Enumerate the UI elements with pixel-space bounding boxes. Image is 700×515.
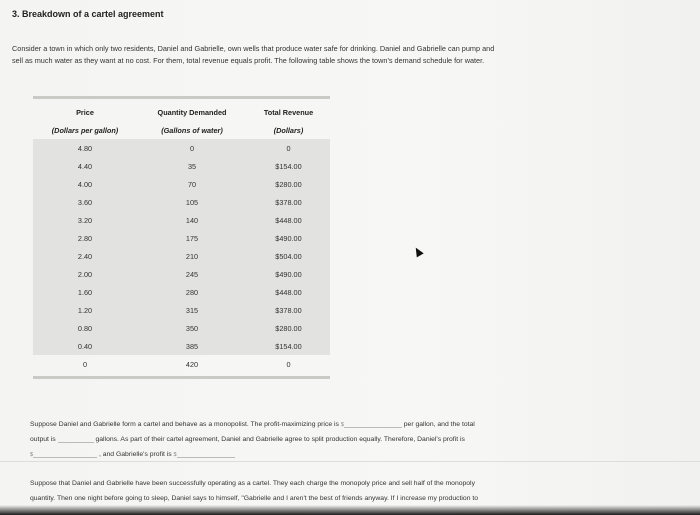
cell-price: 1.20 [33, 301, 137, 319]
cell-price: 1.60 [33, 283, 137, 301]
cell-quantity: 0 [137, 139, 247, 157]
cell-revenue: $154.00 [247, 337, 330, 355]
cell-revenue: $504.00 [247, 247, 330, 265]
cell-price: 0.80 [33, 319, 137, 337]
cell-quantity: 245 [137, 265, 247, 283]
table-row [33, 337, 330, 355]
question2-line2: quantity. Then one night before going to sleep, Daniel says to himself, "Gabrielle and I aren't the best of friends anyway. If I increase my production to [30, 495, 479, 502]
mouse-pointer-icon [412, 246, 423, 258]
header-price: Price [76, 107, 94, 117]
monopoly-price-input[interactable] [344, 418, 402, 428]
gabrielle-profit-input[interactable] [177, 448, 235, 458]
intro-text [12, 43, 662, 67]
dollar-sign: $ [30, 452, 34, 458]
table-row [33, 319, 330, 337]
table-row [33, 283, 330, 301]
header-price-unit: (Dollars per gallon) [51, 125, 119, 135]
table-top-rule [33, 96, 330, 99]
question1-line2 [30, 433, 465, 443]
cell-quantity: 35 [137, 157, 247, 175]
q1-text-d: gallons. As part of their cartel agreement, Daniel and Gabrielle agree to split production equally. Therefore, Daniel's profit is [95, 436, 465, 443]
section-divider [0, 461, 700, 462]
table-row [33, 355, 330, 373]
demand-schedule-table [33, 96, 330, 379]
cell-price: 3.60 [33, 193, 137, 211]
cell-quantity: 140 [137, 211, 247, 229]
daniel-profit-input[interactable] [33, 448, 97, 458]
table-row [33, 175, 330, 193]
table-row [33, 265, 330, 283]
table-row [33, 247, 330, 265]
intro-line-2: sell as much water as they want at no cost. For them, total revenue equals profit. The following table shows the town's demand schedule for water. [12, 56, 485, 65]
table-row [33, 157, 330, 175]
cell-revenue: $448.00 [247, 283, 330, 301]
cell-quantity: 350 [137, 319, 247, 337]
cell-quantity: 210 [137, 247, 247, 265]
question1-line1 [30, 418, 475, 428]
cell-price: 0 [82, 359, 88, 369]
cell-price: 3.20 [33, 211, 137, 229]
cell-quantity: 315 [137, 301, 247, 319]
header-quantity-unit: (Gallons of water) [161, 125, 223, 135]
cell-revenue: $280.00 [247, 175, 330, 193]
cell-revenue: $154.00 [247, 157, 330, 175]
q1-text-e: , and Gabrielle's profit is [98, 451, 172, 458]
cell-quantity: 175 [137, 229, 247, 247]
total-output-input[interactable] [58, 433, 94, 443]
cell-price: 4.40 [33, 157, 137, 175]
question1-line3 [30, 448, 235, 458]
header-revenue-unit: (Dollars) [273, 125, 304, 135]
cell-revenue: $490.00 [247, 229, 330, 247]
header-revenue: Total Revenue [263, 107, 314, 117]
cell-price: 4.80 [33, 139, 137, 157]
table-row [33, 211, 330, 229]
cell-price: 2.40 [33, 247, 137, 265]
table-row [33, 193, 330, 211]
cell-quantity: 420 [185, 359, 199, 369]
cell-quantity: 385 [137, 337, 247, 355]
cell-revenue: 0 [286, 359, 291, 369]
dollar-sign: $ [340, 422, 344, 428]
cell-price: 4.00 [33, 175, 137, 193]
dollar-sign: $ [173, 452, 177, 458]
intro-line-1: Consider a town in which only two residents, Daniel and Gabrielle, own wells that produce water safe for drinking. Daniel and Gabrielle can pump and [12, 44, 495, 53]
q1-text-a: Suppose Daniel and Gabrielle form a cartel and behave as a monopolist. The profit-maximizing price is [30, 421, 339, 428]
cell-price: 2.00 [33, 265, 137, 283]
table-row [33, 301, 330, 319]
cell-quantity: 70 [137, 175, 247, 193]
cell-revenue: $378.00 [247, 301, 330, 319]
section-title: 3. Breakdown of a cartel agreement [12, 9, 164, 19]
cell-price: 0.40 [33, 337, 137, 355]
q1-text-c: output is [30, 436, 56, 443]
table-row [33, 229, 330, 247]
question2-line1: Suppose that Daniel and Gabrielle have been successfully operating as a cartel. They each charge the monopoly price and sell half of the monopoly [30, 480, 475, 487]
cell-revenue: $490.00 [247, 265, 330, 283]
cell-revenue: $448.00 [247, 211, 330, 229]
cell-quantity: 105 [137, 193, 247, 211]
cell-revenue: 0 [247, 139, 330, 157]
cell-revenue: $378.00 [247, 193, 330, 211]
cell-price: 2.80 [33, 229, 137, 247]
cell-revenue: $280.00 [247, 319, 330, 337]
q1-text-b: per gallon, and the total [403, 421, 475, 428]
header-quantity: Quantity Demanded [157, 107, 227, 117]
table-bottom-rule [33, 376, 330, 379]
table-row [33, 139, 330, 157]
cell-quantity: 280 [137, 283, 247, 301]
bottom-edge-shadow [0, 505, 700, 515]
